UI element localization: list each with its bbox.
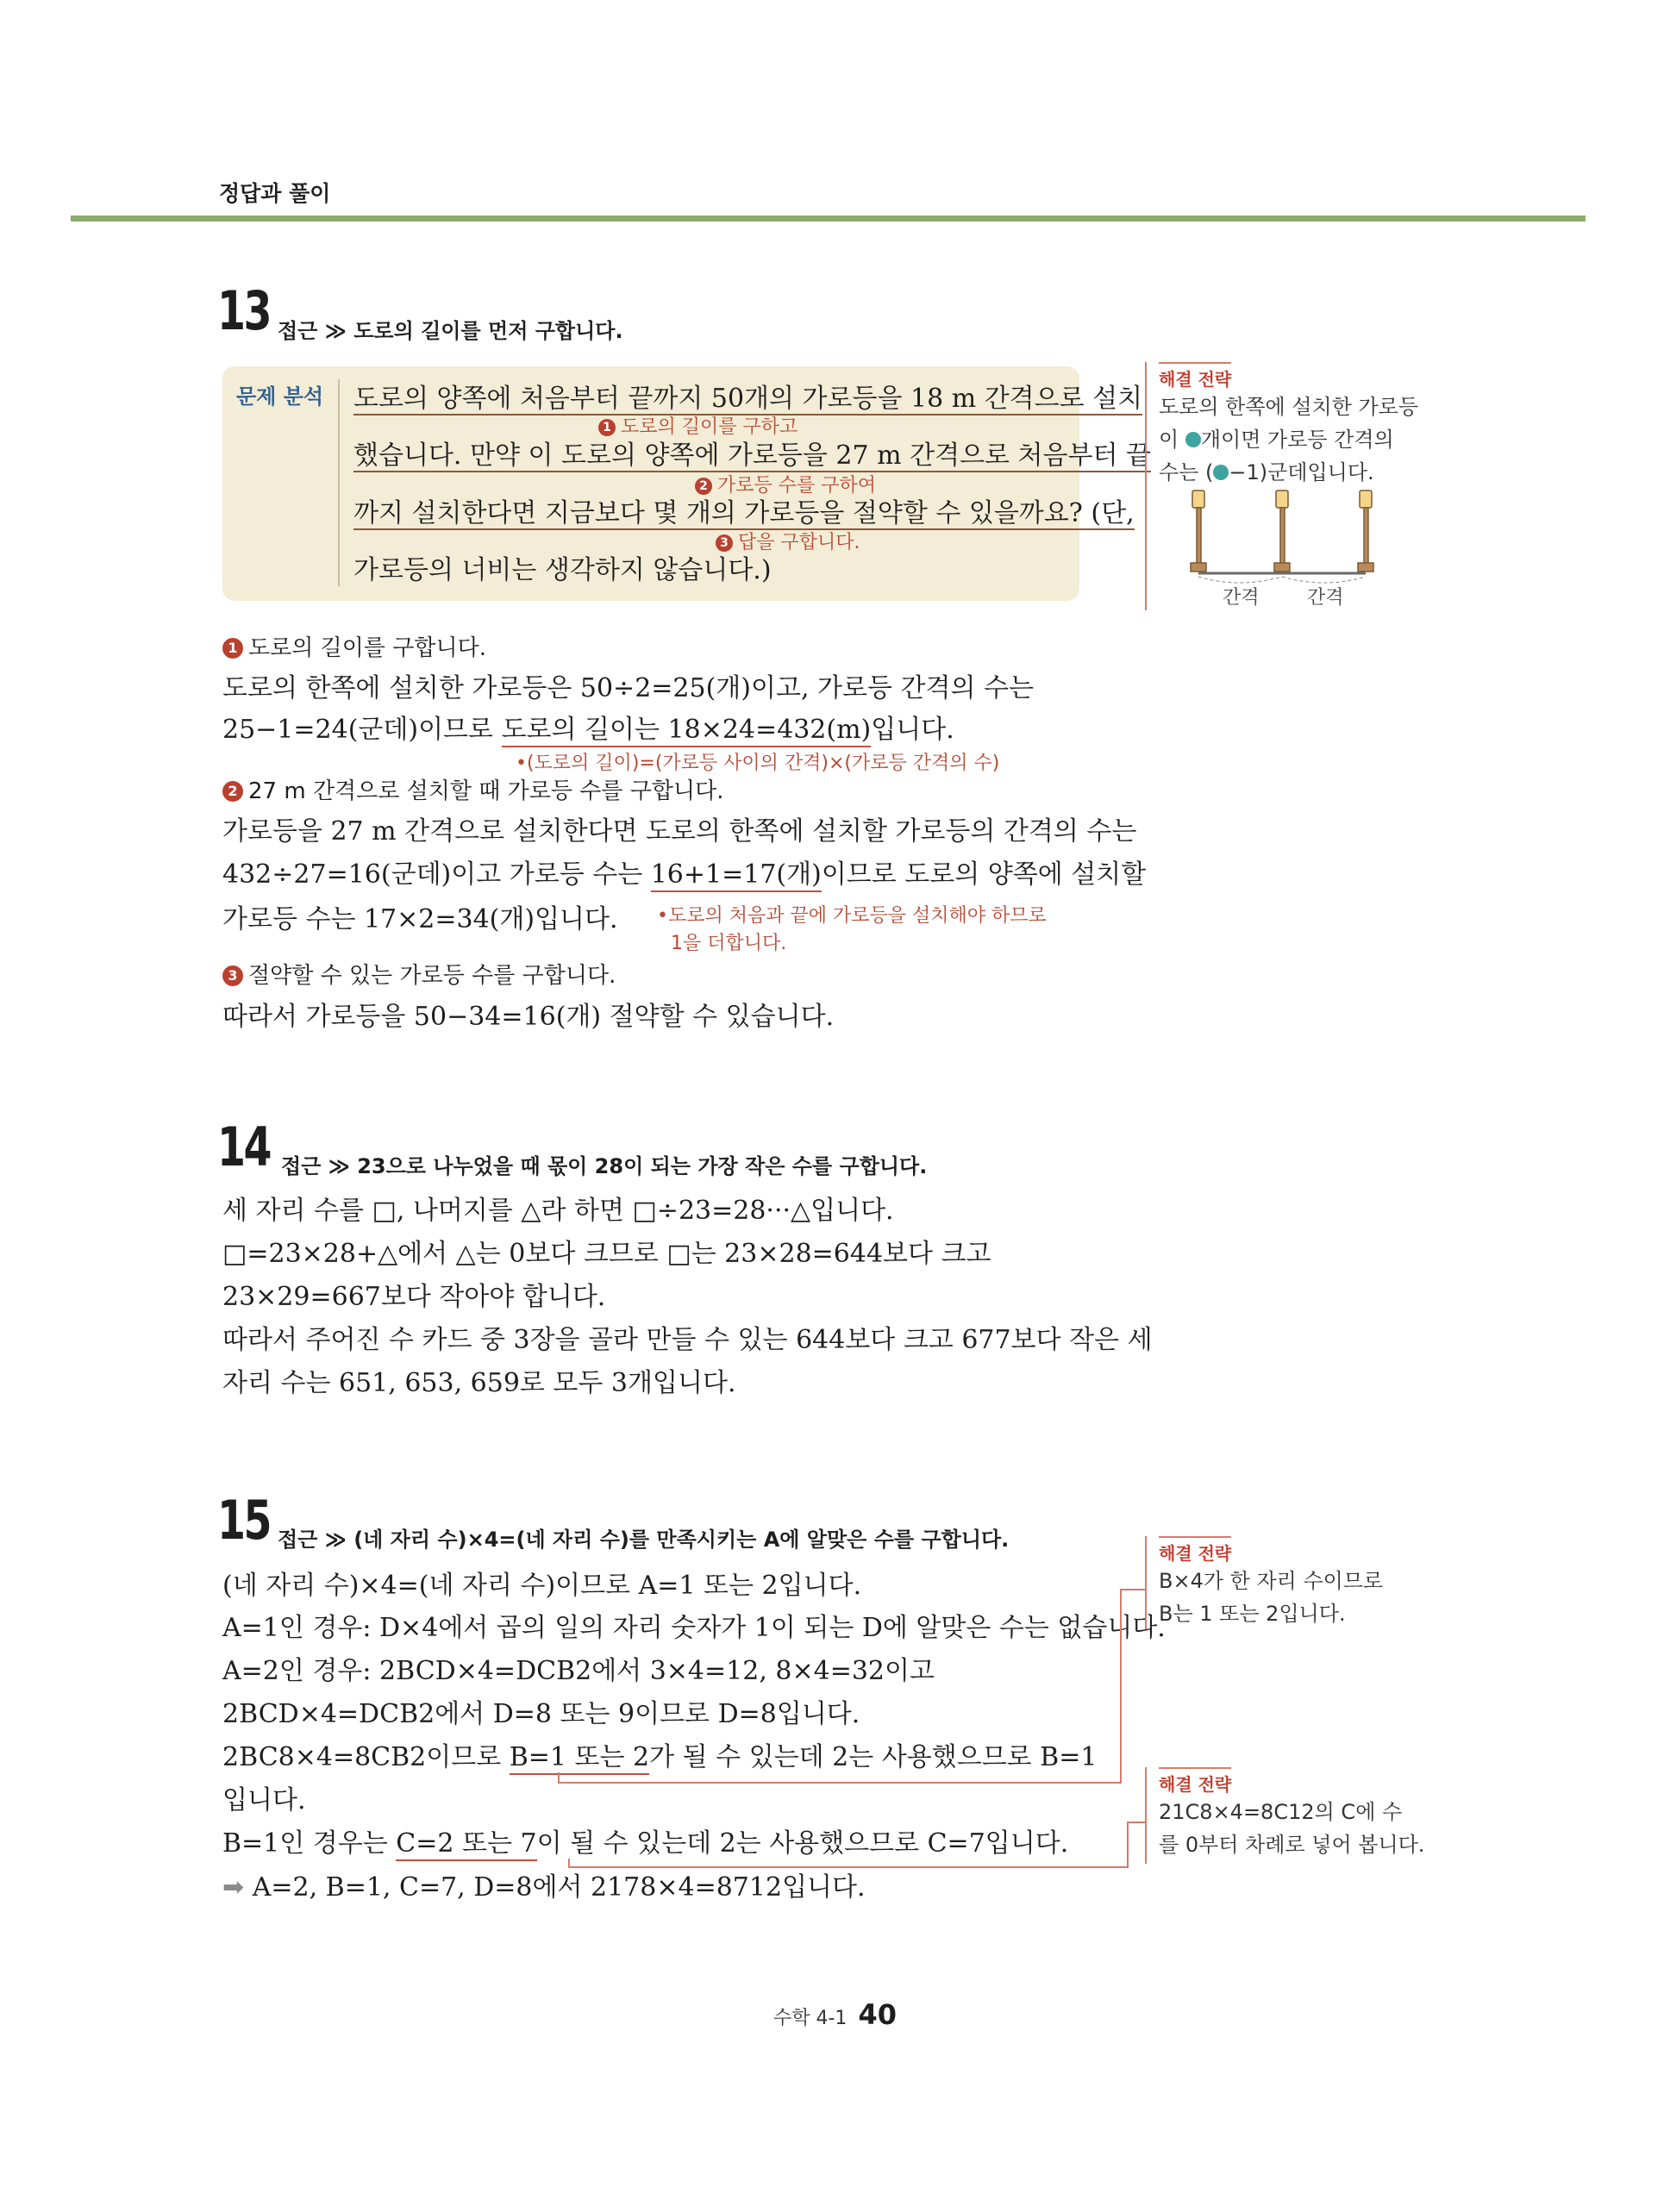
approach-15: 접근 ≫ (네 자리 수)×4=(네 자리 수)를 만족시키는 A에 알맞은 수를 구합니다. — [278, 1528, 1010, 1552]
header-divider — [71, 216, 1586, 222]
analysis-line-3: 까지 설치한다면 지금보다 몇 개의 가로등을 절약할 수 있을까요? (단, — [353, 498, 1135, 528]
teal-dot-icon — [1185, 432, 1201, 447]
strategy-line-1: B×4가 한 자리 수이므로 — [1159, 1569, 1384, 1593]
lamp-gap-label-2: 간격 — [1307, 587, 1344, 609]
step-1-line-1: 도로의 한쪽에 설치한 가로등은 50÷2=25(개)이고, 가로등 간격의 수는 — [222, 673, 1034, 703]
strategy-line-2: 이 개이면 가로등 간격의 — [1159, 428, 1394, 452]
strategy-line-1: 도로의 한쪽에 설치한 가로등 — [1159, 395, 1419, 419]
circle-number-icon: 1 — [598, 419, 616, 436]
q15-line-1: (네 자리 수)×4=(네 자리 수)이므로 A=1 또는 2입니다. — [222, 1571, 862, 1601]
q15-line-2: A=1인 경우: D×4에서 곱의 일의 자리 숫자가 1이 되는 D에 알맞은 수는 없습니다. — [222, 1613, 1166, 1643]
circle-number-icon: 2 — [695, 478, 712, 495]
q15-line-4: 2BCD×4=DCB2에서 D=8 또는 9이므로 D=8입니다. — [222, 1699, 860, 1729]
q14-line-4: 따라서 주어진 수 카드 중 3장을 골라 만들 수 있는 644보다 크고 677보다 작은 세 — [222, 1325, 1153, 1355]
strategy-line-2: B는 1 또는 2입니다. — [1159, 1602, 1346, 1626]
strategy-line-1: 21C8×4=8C12의 C에 수 — [1159, 1800, 1403, 1824]
approach-14: 접근 ≫ 23으로 나누었을 때 몫이 28이 되는 가장 작은 수를 구합니다. — [281, 1154, 928, 1178]
q15-line-5: 2BC8×4=8CB2이므로 B=1 또는 2가 될 수 있는데 2는 사용했으므로 B=1 — [222, 1736, 1097, 1779]
analysis-divider — [338, 379, 340, 586]
approach-13: 접근 ≫ 도로의 길이를 먼저 구합니다. — [278, 319, 623, 343]
page-header-title: 정답과 풀이 — [219, 181, 331, 206]
question-number-13: 13 — [217, 279, 270, 342]
strategy-line-3: 수는 ( −1)군데입니다. — [1159, 460, 1374, 484]
q15-line-7: B=1인 경우는 C=2 또는 7이 될 수 있는데 2는 사용했으므로 C=7입니다. — [222, 1822, 1068, 1865]
q14-line-1: 세 자리 수를 □, 나머지를 △라 하면 □÷23=28···△입니다. — [222, 1196, 894, 1226]
strategy-tag: 해결 전략 — [1159, 1767, 1231, 1796]
q15-line-8: ➡ A=2, B=1, C=7, D=8에서 2178×4=8712입니다. — [222, 1872, 866, 1903]
step-2-line-3: 가로등 수는 17×2=34(개)입니다. — [222, 904, 618, 934]
circle-number-icon: 2 — [222, 781, 243, 802]
strategy-tag: 해결 전략 — [1159, 1536, 1231, 1565]
analysis-label: 문제 분석 — [236, 384, 324, 409]
q14-line-3: 23×29=667보다 작아야 합니다. — [222, 1282, 606, 1312]
q15-line-6: 입니다. — [222, 1785, 306, 1815]
page-number: 40 — [858, 1998, 898, 2031]
arrow-right-icon: ➡ — [222, 1872, 245, 1903]
strategy-tag: 해결 전략 — [1159, 362, 1231, 391]
analysis-line-2: 했습니다. 만약 이 도로의 양쪽에 가로등을 27 m 간격으로 처음부터 끝 — [353, 441, 1151, 471]
question-number-14: 14 — [217, 1115, 270, 1178]
footer-subject: 수학 4-1 — [772, 2008, 848, 2029]
circle-number-icon: 1 — [222, 638, 243, 659]
street-lamp-illustration — [1181, 487, 1414, 612]
step-3-line-1: 따라서 가로등을 50−34=16(개) 절약할 수 있습니다. — [222, 1002, 835, 1032]
lamp-gap-label-1: 간격 — [1223, 587, 1260, 609]
step-1-note: •(도로의 길이)=(가로등 사이의 간격)×(가로등 간격의 수) — [516, 753, 1000, 774]
strategy-sidebar-15a — [1145, 1536, 1383, 1629]
q14-line-5: 자리 수는 651, 653, 659로 모두 3개입니다. — [222, 1368, 736, 1398]
strategy-sidebar-15b — [1145, 1767, 1424, 1864]
step-2-title: 2 27 m 간격으로 설치할 때 가로등 수를 구합니다. — [222, 770, 724, 813]
analysis-note-1: 1 도로의 길이를 구하고 — [598, 412, 797, 439]
circle-number-icon: 3 — [716, 534, 733, 552]
analysis-note-3: 3 답을 구합니다. — [716, 528, 860, 554]
circle-number-icon: 3 — [222, 965, 243, 986]
connector-lines — [552, 1569, 1155, 1871]
step-3-title: 3 절약할 수 있는 가로등 수를 구합니다. — [222, 954, 616, 997]
page-footer — [0, 1998, 1670, 2031]
question-number-15: 15 — [217, 1489, 270, 1552]
step-1-title: 1 도로의 길이를 구합니다. — [222, 627, 486, 670]
step-2-line-1: 가로등을 27 m 간격으로 설치한다면 도로의 한쪽에 설치할 가로등의 간격의 수는 — [222, 816, 1137, 847]
analysis-line-4: 가로등의 너비는 생각하지 않습니다.) — [353, 555, 772, 585]
analysis-note-2: 2 가로등 수를 구하여 — [695, 471, 876, 497]
step-1-line-2: 25−1=24(군데)이므로 도로의 길이는 18×24=432(m)입니다. — [222, 709, 954, 752]
teal-dot-icon — [1213, 465, 1229, 480]
q15-line-3: A=2인 경우: 2BCD×4=DCB2에서 3×4=12, 8×4=32이고 — [222, 1656, 935, 1686]
step-2-line-2: 432÷27=16(군데)이고 가로등 수는 16+1=17(개)이므로 도로의 양쪽에 설치할 — [222, 853, 1146, 897]
step-2-note: •도로의 처음과 끝에 가로등을 설치해야 하므로 1을 더합니다. — [657, 905, 1047, 954]
lamp-post-icon — [1191, 491, 1373, 572]
q14-line-2: □=23×28+△에서 △는 0보다 크므로 □는 23×28=644보다 크고 — [222, 1239, 991, 1269]
strategy-line-2: 를 0부터 차례로 넣어 봅니다. — [1159, 1833, 1425, 1857]
analysis-line-1: 도로의 양쪽에 처음부터 끝까지 50개의 가로등을 18 m 간격으로 설치 — [353, 384, 1143, 414]
